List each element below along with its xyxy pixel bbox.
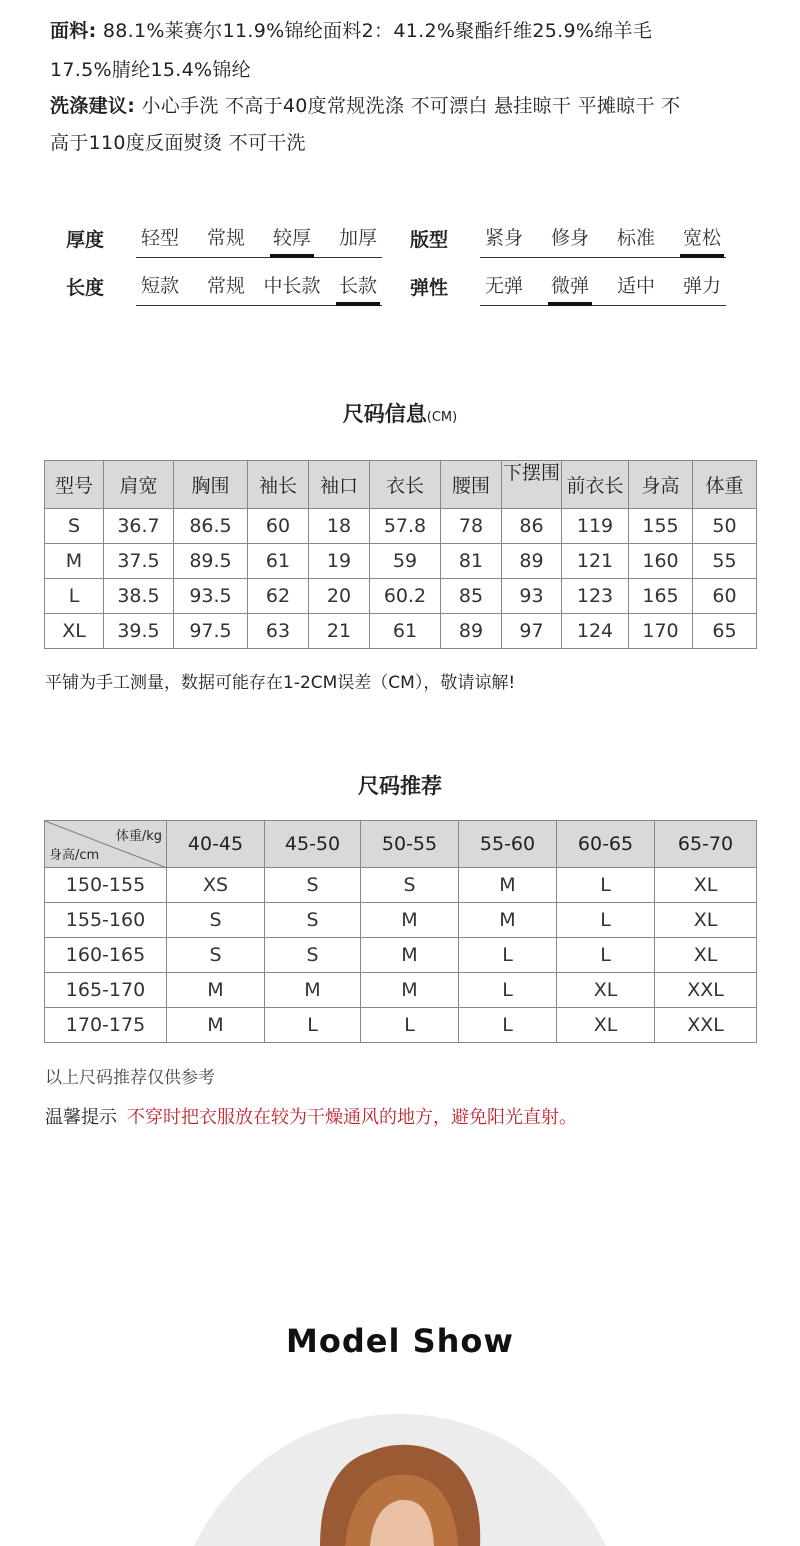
table-cell: 21 — [309, 614, 370, 649]
column-header: 前衣长 — [562, 461, 629, 509]
column-header: 身高 — [629, 461, 693, 509]
column-header: 55-60 — [459, 821, 557, 868]
table-cell: L — [557, 903, 655, 938]
attr-option-selected[interactable]: 长款 — [336, 273, 380, 303]
table-row — [45, 973, 757, 1008]
attr-group-thickness — [136, 225, 382, 258]
column-header: 40-45 — [167, 821, 265, 868]
attr-label-fit: 版型 — [410, 229, 449, 251]
table-row — [45, 868, 757, 903]
fabric-text-1: 88.1%莱赛尔11.9%锦纶面料2：41.2%聚酯纤维25.9%绵羊毛 — [102, 20, 653, 42]
table-cell: 36.7 — [104, 509, 174, 544]
column-header: 60-65 — [557, 821, 655, 868]
warm-tip — [45, 1103, 577, 1129]
table-cell: S — [265, 938, 361, 973]
attr-option[interactable]: 修身 — [550, 227, 589, 249]
corner-header — [45, 821, 167, 868]
column-header: 型号 — [45, 461, 104, 509]
model-show-title: Model Show — [286, 1322, 514, 1360]
size-recommend-header-row — [45, 821, 757, 868]
table-cell: 93.5 — [174, 579, 248, 614]
table-cell: XXL — [655, 973, 757, 1008]
attr-option[interactable]: 加厚 — [338, 227, 377, 249]
wash-text-1: 小心手洗 不高于40度常规洗涤 不可漂白 悬挂晾干 平摊晾干 不 — [141, 95, 681, 117]
attr-group-elasticity — [480, 273, 726, 306]
table-cell: XL — [655, 903, 757, 938]
table-cell: XL — [655, 938, 757, 973]
table-cell: 119 — [562, 509, 629, 544]
table-cell: S — [45, 509, 104, 544]
table-cell: XL — [655, 868, 757, 903]
fabric-line-2 — [50, 55, 251, 82]
attr-label-elasticity: 弹性 — [410, 277, 449, 299]
table-cell: XL — [45, 614, 104, 649]
column-header: 体重 — [693, 461, 757, 509]
table-cell: 50 — [693, 509, 757, 544]
table-cell: S — [265, 903, 361, 938]
size-recommend-note: 以上尺码推荐仅供参考 — [45, 1068, 215, 1088]
table-cell: 89 — [502, 544, 562, 579]
table-cell: M — [45, 544, 104, 579]
table-cell: 65 — [693, 614, 757, 649]
wash-label: 洗涤建议: — [50, 95, 136, 117]
table-cell: L — [265, 1008, 361, 1043]
column-header: 腰围 — [441, 461, 502, 509]
table-cell: S — [265, 868, 361, 903]
table-cell: XXL — [655, 1008, 757, 1043]
table-cell: S — [167, 903, 265, 938]
table-cell: XL — [557, 973, 655, 1008]
column-header: 下摆围 — [502, 461, 562, 509]
size-info-table — [44, 460, 757, 649]
table-cell: 93 — [502, 579, 562, 614]
attr-option[interactable]: 短款 — [140, 275, 179, 297]
size-recommend-title: 尺码推荐 — [358, 774, 442, 798]
column-header: 50-55 — [361, 821, 459, 868]
table-cell: S — [167, 938, 265, 973]
table-cell: 63 — [248, 614, 309, 649]
table-cell: 121 — [562, 544, 629, 579]
column-header: 肩宽 — [104, 461, 174, 509]
table-row — [45, 544, 757, 579]
table-row — [45, 938, 757, 973]
column-header: 袖长 — [248, 461, 309, 509]
row-header: 170-175 — [45, 1008, 167, 1043]
size-info-header-row — [45, 461, 757, 509]
attr-label-thickness: 厚度 — [66, 229, 105, 251]
table-cell: 37.5 — [104, 544, 174, 579]
attr-option[interactable]: 常规 — [206, 227, 245, 249]
attr-option[interactable]: 常规 — [206, 275, 245, 297]
row-header: 165-170 — [45, 973, 167, 1008]
table-cell: L — [459, 973, 557, 1008]
row-header: 155-160 — [45, 903, 167, 938]
attr-option[interactable]: 中长款 — [263, 275, 321, 297]
attr-option[interactable]: 标准 — [616, 227, 655, 249]
model-photo — [180, 1412, 620, 1546]
attr-option-selected[interactable]: 微弹 — [548, 273, 592, 303]
attr-option[interactable]: 轻型 — [140, 227, 179, 249]
table-cell: M — [459, 868, 557, 903]
column-header: 衣长 — [370, 461, 441, 509]
wash-line-2 — [50, 128, 306, 155]
warm-tip-text: 不穿时把衣服放在较为干燥通风的地方，避免阳光直射。 — [127, 1107, 577, 1128]
table-cell: 155 — [629, 509, 693, 544]
table-cell: XS — [167, 868, 265, 903]
table-cell: 97.5 — [174, 614, 248, 649]
size-info-title — [0, 398, 800, 428]
corner-height-label: 身高/cm — [49, 848, 100, 863]
table-cell: M — [167, 1008, 265, 1043]
attr-option[interactable]: 适中 — [616, 275, 655, 297]
table-cell: L — [45, 579, 104, 614]
table-row — [45, 509, 757, 544]
attr-option[interactable]: 紧身 — [484, 227, 523, 249]
table-cell: 60 — [693, 579, 757, 614]
table-cell: M — [167, 973, 265, 1008]
table-cell: 19 — [309, 544, 370, 579]
table-cell: 123 — [562, 579, 629, 614]
table-cell: 55 — [693, 544, 757, 579]
table-cell: 85 — [441, 579, 502, 614]
table-cell: 78 — [441, 509, 502, 544]
table-cell: 89.5 — [174, 544, 248, 579]
attr-label-length: 长度 — [66, 277, 105, 299]
cropped-top-text — [50, 0, 170, 2]
table-cell: 60.2 — [370, 579, 441, 614]
table-cell: XL — [557, 1008, 655, 1043]
attr-option-selected[interactable]: 宽松 — [680, 225, 724, 255]
table-row — [45, 1008, 757, 1043]
size-recommend-table — [44, 820, 757, 1043]
table-cell: 38.5 — [104, 579, 174, 614]
fabric-text-2: 17.5%腈纶15.4%锦纶 — [50, 59, 251, 81]
attr-group-length — [136, 273, 382, 306]
table-cell: L — [459, 1008, 557, 1043]
attr-group-fit — [480, 225, 726, 258]
table-cell: 20 — [309, 579, 370, 614]
row-header: 150-155 — [45, 868, 167, 903]
warm-tip-label: 温馨提示 — [45, 1107, 117, 1128]
table-cell: 57.8 — [370, 509, 441, 544]
table-cell: 124 — [562, 614, 629, 649]
table-cell: 18 — [309, 509, 370, 544]
table-cell: 165 — [629, 579, 693, 614]
column-header: 袖口 — [309, 461, 370, 509]
table-cell: L — [361, 1008, 459, 1043]
corner-weight-label: 体重/kg — [115, 829, 162, 844]
table-cell: M — [361, 938, 459, 973]
table-cell: 86 — [502, 509, 562, 544]
table-cell: 39.5 — [104, 614, 174, 649]
attr-option[interactable]: 弹力 — [682, 275, 721, 297]
table-cell: 86.5 — [174, 509, 248, 544]
size-info-title-text: 尺码信息 — [342, 402, 427, 426]
table-cell: 89 — [441, 614, 502, 649]
wash-line-1 — [50, 91, 680, 118]
row-header: 160-165 — [45, 938, 167, 973]
table-cell: 61 — [248, 544, 309, 579]
table-cell: 61 — [370, 614, 441, 649]
table-row — [45, 903, 757, 938]
table-cell: 170 — [629, 614, 693, 649]
table-cell: 160 — [629, 544, 693, 579]
table-cell: 97 — [502, 614, 562, 649]
size-info-note: 平铺为手工测量，数据可能存在1-2CM误差（CM），敬请谅解! — [45, 673, 516, 693]
table-cell: S — [361, 868, 459, 903]
table-cell: 60 — [248, 509, 309, 544]
table-cell: M — [361, 973, 459, 1008]
table-cell: L — [557, 868, 655, 903]
table-row — [45, 579, 757, 614]
column-header: 胸围 — [174, 461, 248, 509]
table-cell: 62 — [248, 579, 309, 614]
table-cell: 59 — [370, 544, 441, 579]
wash-text-2: 高于110度反面熨烫 不可干洗 — [50, 132, 306, 154]
table-cell: L — [557, 938, 655, 973]
table-cell: M — [265, 973, 361, 1008]
table-cell: M — [361, 903, 459, 938]
attr-option[interactable]: 无弹 — [484, 275, 523, 297]
fabric-line-1 — [50, 16, 652, 43]
size-info-unit: (CM) — [426, 410, 458, 425]
table-row — [45, 614, 757, 649]
fabric-label: 面料: — [50, 20, 97, 42]
table-cell: 81 — [441, 544, 502, 579]
attr-option-selected[interactable]: 较厚 — [270, 225, 314, 255]
column-header: 45-50 — [265, 821, 361, 868]
table-cell: L — [459, 938, 557, 973]
model-photo-art — [180, 1412, 620, 1546]
column-header: 65-70 — [655, 821, 757, 868]
table-cell: M — [459, 903, 557, 938]
